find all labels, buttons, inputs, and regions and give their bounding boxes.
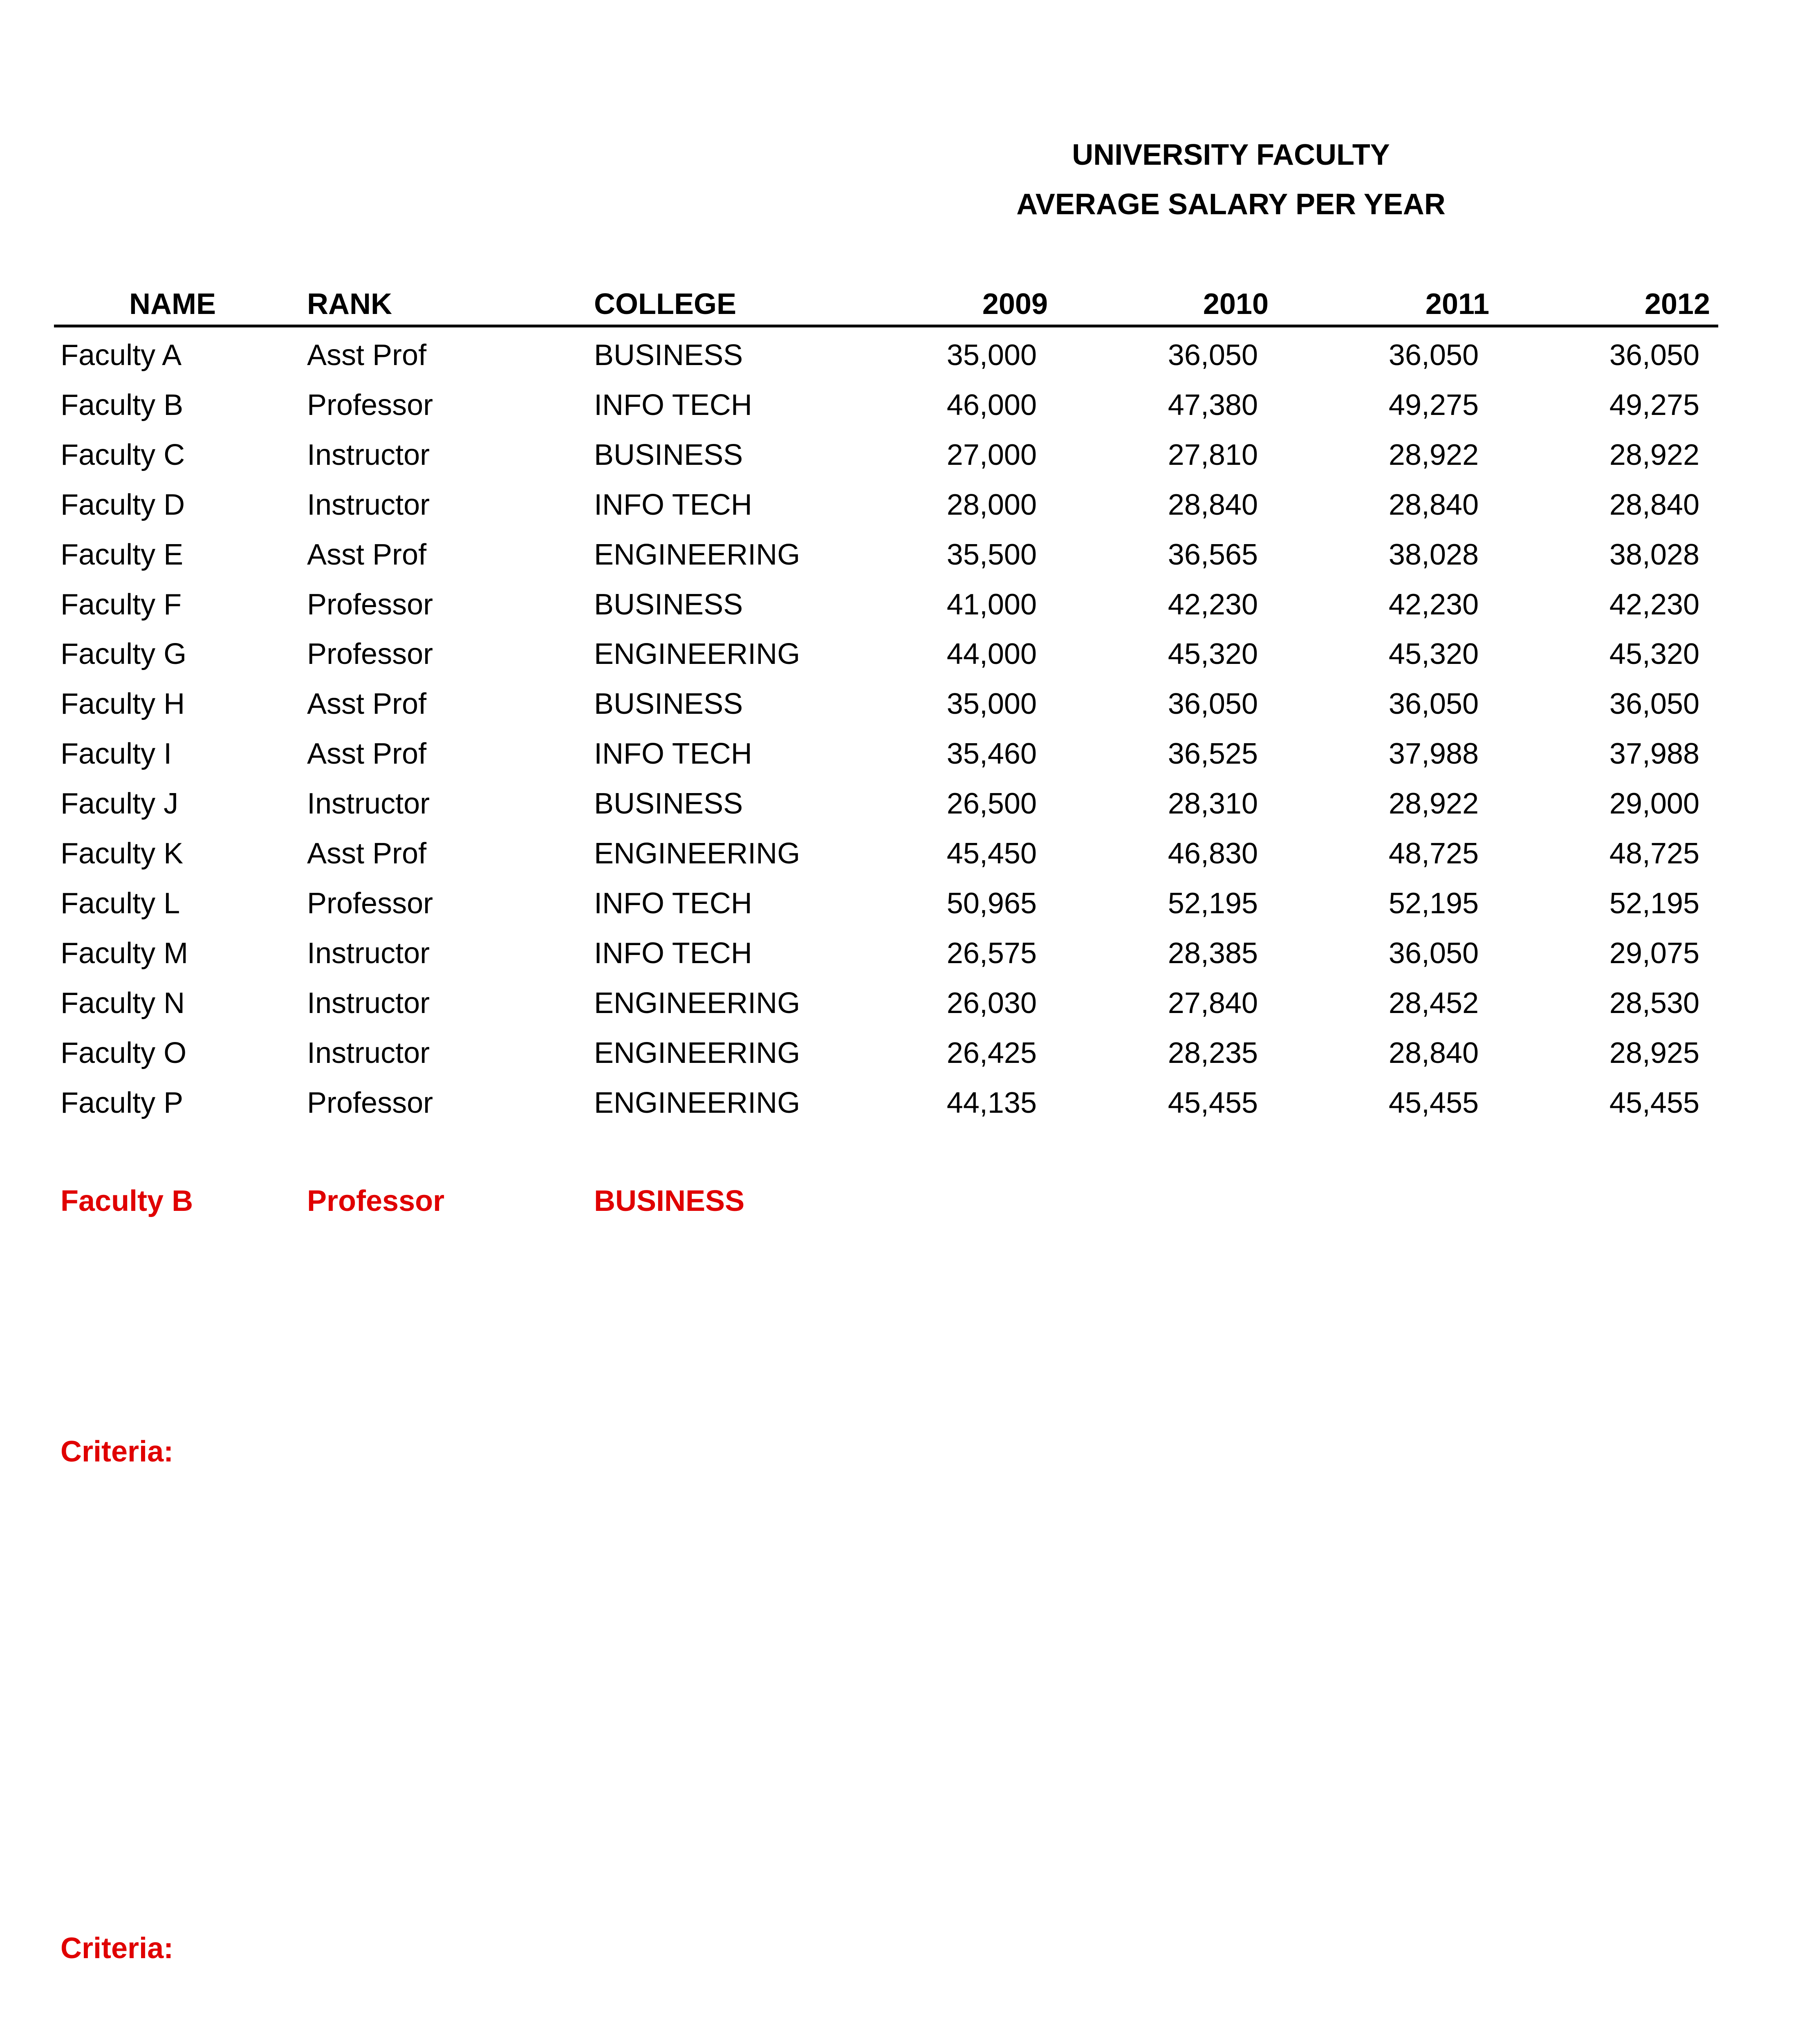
header-year-2010: 2010 — [1203, 288, 1269, 320]
cell-salary-2012[interactable]: 42,230 — [1609, 588, 1699, 621]
criteria-label-1: Criteria: — [61, 1435, 174, 1468]
cell-salary-2009[interactable]: 35,500 — [946, 538, 1037, 571]
cell-salary-2009[interactable]: 35,460 — [946, 737, 1037, 770]
cell-name[interactable]: Faculty J — [61, 787, 179, 820]
cell-salary-2012[interactable]: 36,050 — [1609, 339, 1699, 372]
cell-salary-2011[interactable]: 28,452 — [1388, 987, 1479, 1020]
cell-salary-2011[interactable]: 49,275 — [1388, 389, 1479, 421]
highlight-name[interactable]: Faculty B — [61, 1185, 193, 1217]
cell-name[interactable]: Faculty A — [61, 339, 182, 372]
cell-salary-2010[interactable]: 36,050 — [1168, 688, 1258, 720]
cell-salary-2009[interactable]: 26,030 — [946, 987, 1037, 1020]
cell-salary-2011[interactable]: 28,922 — [1388, 787, 1479, 820]
cell-name[interactable]: Faculty K — [61, 837, 184, 870]
cell-salary-2012[interactable]: 52,195 — [1609, 887, 1699, 920]
title-line-1: UNIVERSITY FACULTY — [1072, 139, 1390, 171]
cell-name[interactable]: Faculty N — [61, 987, 185, 1020]
cell-name[interactable]: Faculty P — [61, 1087, 184, 1119]
cell-rank[interactable]: Professor — [307, 887, 433, 920]
cell-name[interactable]: Faculty M — [61, 937, 188, 970]
cell-salary-2009[interactable]: 35,000 — [946, 688, 1037, 720]
cell-salary-2012[interactable]: 38,028 — [1609, 538, 1699, 571]
cell-salary-2009[interactable]: 26,425 — [946, 1037, 1037, 1069]
cell-salary-2011[interactable]: 37,988 — [1388, 737, 1479, 770]
cell-salary-2012[interactable]: 28,530 — [1609, 987, 1699, 1020]
cell-name[interactable]: Faculty F — [61, 588, 182, 621]
cell-college[interactable]: BUSINESS — [594, 588, 743, 621]
cell-rank[interactable]: Asst Prof — [307, 737, 427, 770]
cell-name[interactable]: Faculty B — [61, 389, 184, 421]
cell-salary-2011[interactable]: 48,725 — [1388, 837, 1479, 870]
highlight-rank[interactable]: Professor — [307, 1185, 445, 1217]
cell-name[interactable]: Faculty O — [61, 1037, 187, 1069]
cell-salary-2010[interactable]: 36,565 — [1168, 538, 1258, 571]
cell-college[interactable]: ENGINEERING — [594, 638, 800, 670]
cell-salary-2011[interactable]: 28,922 — [1388, 439, 1479, 471]
cell-salary-2012[interactable]: 45,320 — [1609, 638, 1699, 670]
cell-college[interactable]: BUSINESS — [594, 787, 743, 820]
cell-salary-2009[interactable]: 41,000 — [946, 588, 1037, 621]
cell-salary-2009[interactable]: 45,450 — [946, 837, 1037, 870]
cell-name[interactable]: Faculty E — [61, 538, 184, 571]
cell-salary-2009[interactable]: 46,000 — [946, 389, 1037, 421]
cell-salary-2011[interactable]: 52,195 — [1388, 887, 1479, 920]
cell-salary-2009[interactable]: 28,000 — [946, 489, 1037, 521]
cell-salary-2010[interactable]: 36,525 — [1168, 737, 1258, 770]
criteria-label-2: Criteria: — [61, 1932, 174, 1965]
cell-salary-2011[interactable]: 45,455 — [1388, 1087, 1479, 1119]
cell-name[interactable]: Faculty D — [61, 489, 185, 521]
cell-college[interactable]: INFO TECH — [594, 489, 752, 521]
cell-rank[interactable]: Professor — [307, 1087, 433, 1119]
cell-salary-2012[interactable]: 29,075 — [1609, 937, 1699, 970]
cell-college[interactable]: INFO TECH — [594, 887, 752, 920]
cell-salary-2012[interactable]: 37,988 — [1609, 737, 1699, 770]
cell-salary-2010[interactable]: 28,310 — [1168, 787, 1258, 820]
cell-salary-2011[interactable]: 42,230 — [1388, 588, 1479, 621]
cell-rank[interactable]: Asst Prof — [307, 837, 427, 870]
cell-rank[interactable]: Asst Prof — [307, 538, 427, 571]
cell-salary-2009[interactable]: 35,000 — [946, 339, 1037, 372]
cell-salary-2012[interactable]: 36,050 — [1609, 688, 1699, 720]
cell-salary-2012[interactable]: 28,922 — [1609, 439, 1699, 471]
cell-salary-2012[interactable]: 28,840 — [1609, 489, 1699, 521]
cell-salary-2010[interactable]: 52,195 — [1168, 887, 1258, 920]
cell-rank[interactable]: Professor — [307, 638, 433, 670]
header-year-2012: 2012 — [1644, 288, 1710, 320]
cell-salary-2009[interactable]: 44,135 — [946, 1087, 1037, 1119]
cell-salary-2012[interactable]: 48,725 — [1609, 837, 1699, 870]
cell-salary-2012[interactable]: 49,275 — [1609, 389, 1699, 421]
cell-rank[interactable]: Instructor — [307, 439, 430, 471]
cell-college[interactable]: BUSINESS — [594, 339, 743, 372]
cell-college[interactable]: BUSINESS — [594, 688, 743, 720]
cell-salary-2011[interactable]: 28,840 — [1388, 489, 1479, 521]
cell-rank[interactable]: Professor — [307, 588, 433, 621]
cell-salary-2009[interactable]: 44,000 — [946, 638, 1037, 670]
cell-rank[interactable]: Instructor — [307, 489, 430, 521]
cell-rank[interactable]: Instructor — [307, 987, 430, 1020]
cell-salary-2010[interactable]: 46,830 — [1168, 837, 1258, 870]
cell-name[interactable]: Faculty H — [61, 688, 185, 720]
cell-college[interactable]: ENGINEERING — [594, 1037, 800, 1069]
cell-salary-2012[interactable]: 45,455 — [1609, 1087, 1699, 1119]
cell-salary-2009[interactable]: 26,500 — [946, 787, 1037, 820]
cell-salary-2010[interactable]: 42,230 — [1168, 588, 1258, 621]
header-year-2009: 2009 — [982, 288, 1048, 320]
header-college: COLLEGE — [594, 288, 737, 320]
cell-rank[interactable]: Asst Prof — [307, 339, 427, 372]
cell-salary-2010[interactable]: 45,455 — [1168, 1087, 1258, 1119]
cell-rank[interactable]: Asst Prof — [307, 688, 427, 720]
cell-rank[interactable]: Professor — [307, 389, 433, 421]
cell-salary-2010[interactable]: 28,235 — [1168, 1037, 1258, 1069]
cell-college[interactable]: INFO TECH — [594, 737, 752, 770]
cell-salary-2011[interactable]: 36,050 — [1388, 339, 1479, 372]
cell-college[interactable]: INFO TECH — [594, 389, 752, 421]
cell-salary-2010[interactable]: 47,380 — [1168, 389, 1258, 421]
cell-salary-2009[interactable]: 26,575 — [946, 937, 1037, 970]
cell-college[interactable]: INFO TECH — [594, 937, 752, 970]
cell-salary-2010[interactable]: 27,810 — [1168, 439, 1258, 471]
title-line-2: AVERAGE SALARY PER YEAR — [1016, 188, 1446, 221]
cell-salary-2010[interactable]: 28,840 — [1168, 489, 1258, 521]
highlight-college[interactable]: BUSINESS — [594, 1185, 745, 1217]
cell-salary-2010[interactable]: 36,050 — [1168, 339, 1258, 372]
cell-name[interactable]: Faculty C — [61, 439, 185, 471]
cell-rank[interactable]: Instructor — [307, 1037, 430, 1069]
cell-name[interactable]: Faculty I — [61, 737, 172, 770]
cell-salary-2011[interactable]: 36,050 — [1388, 937, 1479, 970]
cell-salary-2011[interactable]: 28,840 — [1388, 1037, 1479, 1069]
cell-rank[interactable]: Instructor — [307, 787, 430, 820]
cell-salary-2012[interactable]: 28,925 — [1609, 1037, 1699, 1069]
cell-college[interactable]: ENGINEERING — [594, 837, 800, 870]
header-year-2011: 2011 — [1425, 288, 1489, 320]
cell-college[interactable]: ENGINEERING — [594, 1087, 800, 1119]
cell-college[interactable]: BUSINESS — [594, 439, 743, 471]
cell-salary-2012[interactable]: 29,000 — [1609, 787, 1699, 820]
cell-college[interactable]: ENGINEERING — [594, 987, 800, 1020]
cell-college[interactable]: ENGINEERING — [594, 538, 800, 571]
cell-name[interactable]: Faculty L — [61, 887, 180, 920]
cell-rank[interactable]: Instructor — [307, 937, 430, 970]
cell-salary-2011[interactable]: 36,050 — [1388, 688, 1479, 720]
cell-salary-2010[interactable]: 45,320 — [1168, 638, 1258, 670]
cell-name[interactable]: Faculty G — [61, 638, 187, 670]
header-name: NAME — [129, 288, 216, 320]
cell-salary-2010[interactable]: 28,385 — [1168, 937, 1258, 970]
cell-salary-2009[interactable]: 27,000 — [946, 439, 1037, 471]
cell-salary-2010[interactable]: 27,840 — [1168, 987, 1258, 1020]
cell-salary-2009[interactable]: 50,965 — [946, 887, 1037, 920]
header-rank: RANK — [307, 288, 392, 320]
cell-salary-2011[interactable]: 38,028 — [1388, 538, 1479, 571]
header-rule — [54, 325, 1718, 327]
cell-salary-2011[interactable]: 45,320 — [1388, 638, 1479, 670]
